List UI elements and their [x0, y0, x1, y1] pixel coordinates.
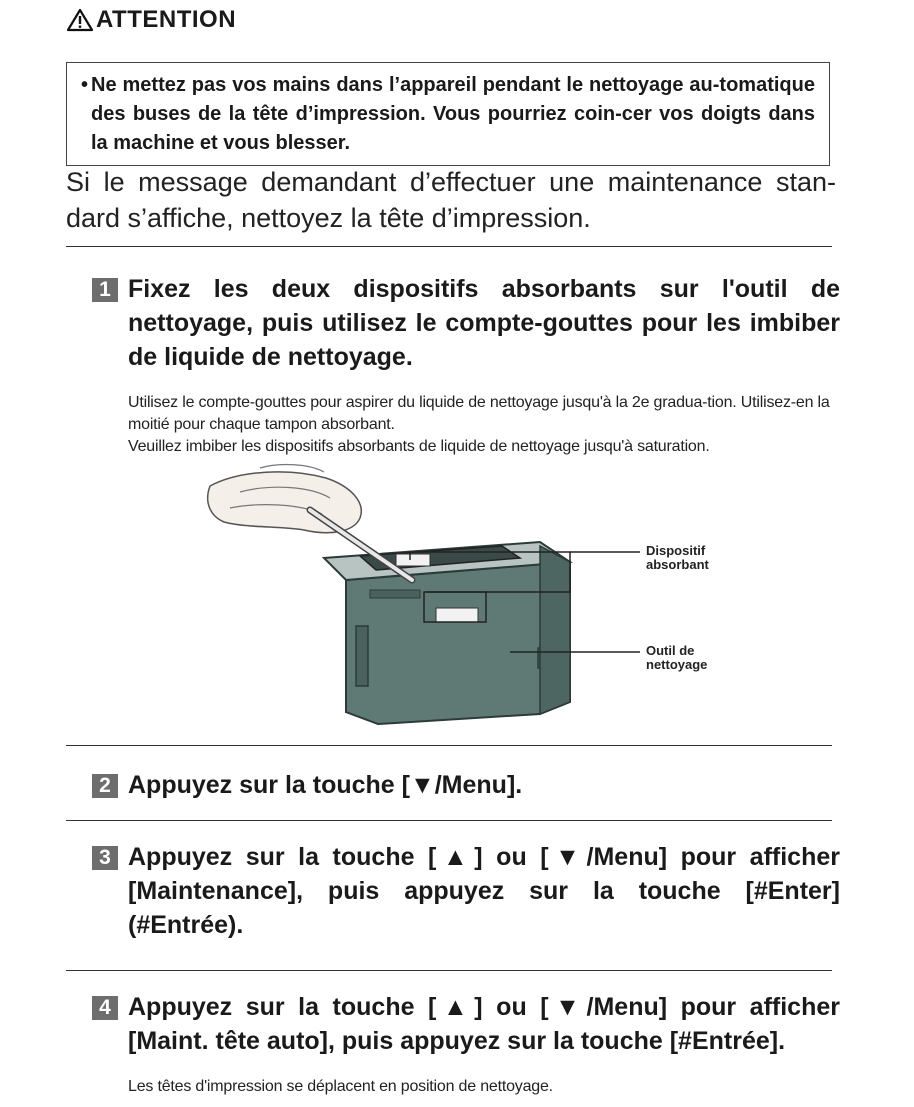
- step-4: [92, 990, 840, 1058]
- intro-paragraph: Si le message demandant d’effectuer une maintenance stan-dard s’affiche, nettoyez la tête d’impression.: [66, 167, 836, 233]
- step-3: [92, 840, 840, 942]
- step-number: 3: [92, 846, 118, 870]
- divider: [66, 246, 832, 247]
- cleaning-tool-drawing: [200, 462, 760, 732]
- divider: [66, 745, 832, 746]
- step-title: Fixez les deux dispositifs absorbants sur l'outil de nettoyage, puis utilisez le compte-gouttes pour les imbiber de liquide de nettoyage.: [128, 275, 840, 371]
- caution-title: ATTENTION: [96, 6, 237, 33]
- caution-text: Ne mettez pas vos mains dans l’appareil pendant le nettoyage au-tomatique des buses de la tête d’impression. Vous pourriez coin-cer vos doigts dans la machine et vous blesser.: [91, 74, 815, 154]
- warning-triangle-icon: [66, 8, 94, 32]
- divider: [66, 970, 832, 971]
- caution-box: [66, 62, 830, 166]
- caution-header: [66, 6, 236, 34]
- caution-bullet: •: [81, 74, 89, 96]
- step-1-note-1: Utilisez le compte-gouttes pour aspirer du liquide de nettoyage jusqu'à la 2e gradua-tion. Utilisez-en la moitié pour chaque tampon absorbant.: [128, 394, 830, 433]
- step-2: [92, 768, 840, 802]
- step-number: 2: [92, 774, 118, 798]
- divider: [66, 820, 832, 821]
- label-cleaning-tool: Outil de nettoyage: [646, 643, 708, 672]
- step-1-note-2: Veuillez imbiber les dispositifs absorbants de liquide de nettoyage jusqu'à saturation.: [128, 438, 710, 455]
- label-absorbent: Dispositif absorbant: [646, 543, 709, 572]
- step-title: Appuyez sur la touche [▼/Menu].: [128, 771, 523, 799]
- step-title: Appuyez sur la touche [▲] ou [▼/Menu] pour afficher [Maint. tête auto], puis appuyez sur la touche [#Entrée].: [128, 993, 840, 1055]
- step-title: Appuyez sur la touche [▲] ou [▼/Menu] pour afficher [Maintenance], puis appuyez sur la touche [#Enter] (#Entrée).: [128, 843, 840, 939]
- step-4-note: Les têtes d'impression se déplacent en position de nettoyage.: [128, 1078, 553, 1095]
- step-number: 1: [92, 278, 118, 302]
- step-number: 4: [92, 996, 118, 1020]
- cleaning-tool-illustration: [200, 462, 760, 732]
- step-1: [92, 272, 840, 374]
